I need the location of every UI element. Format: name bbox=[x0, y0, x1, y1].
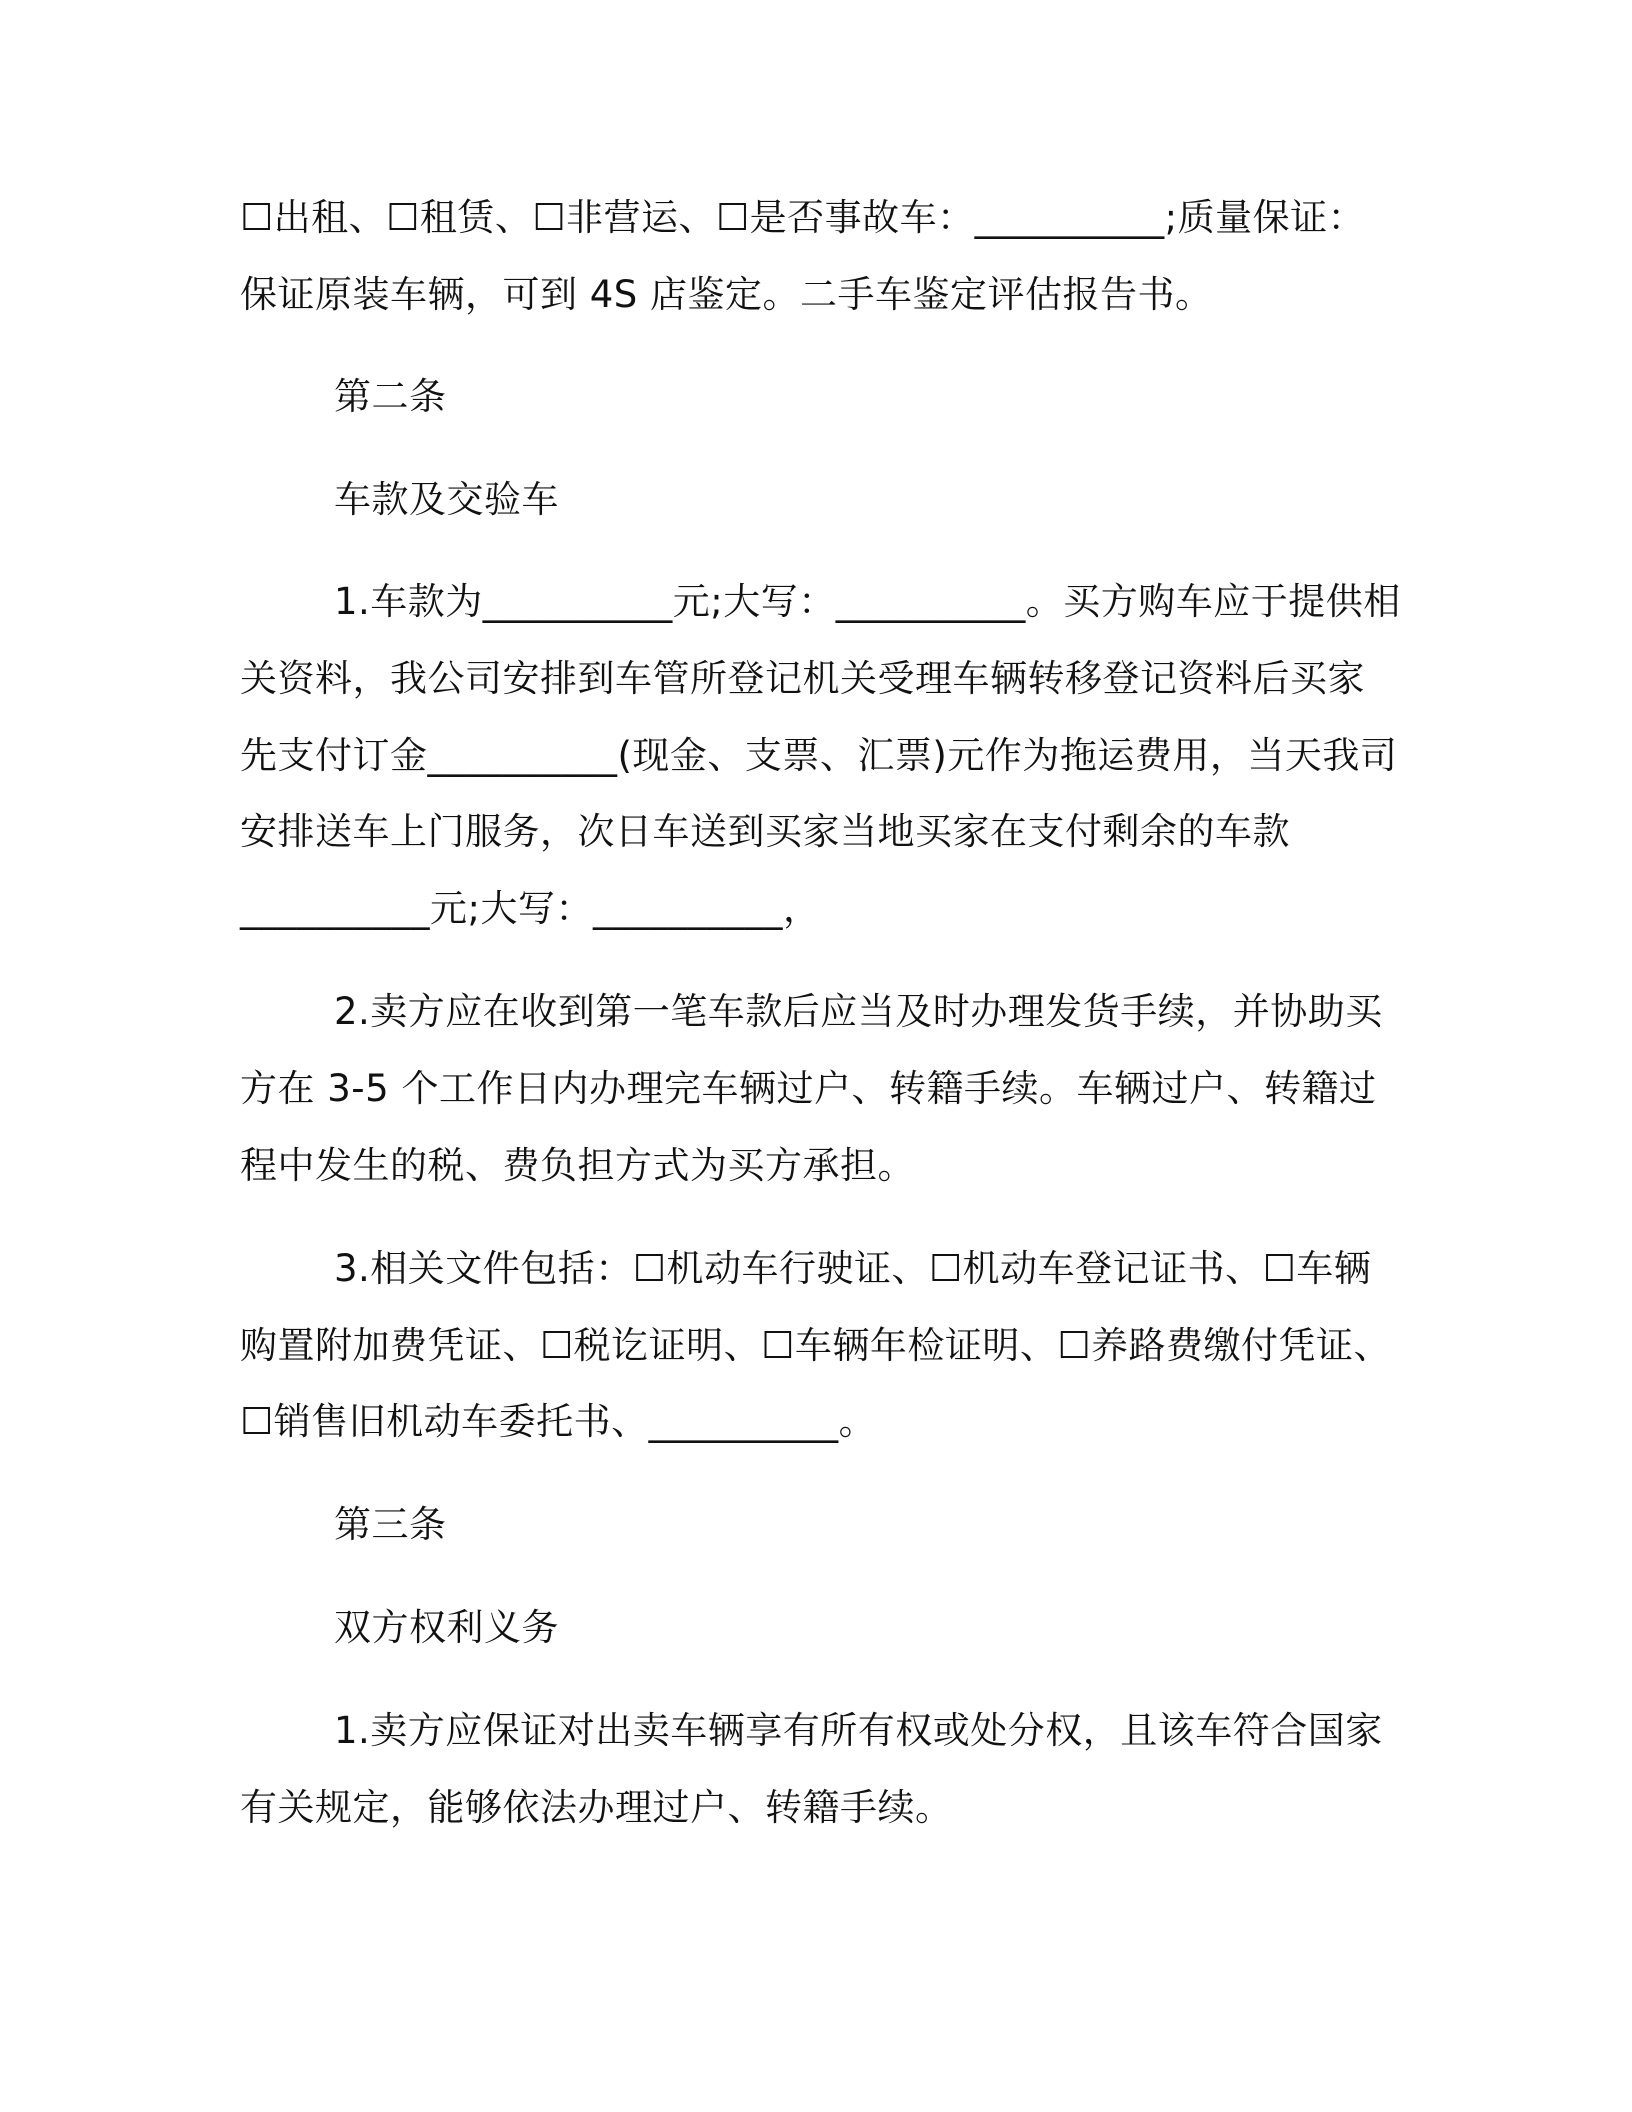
text-line: 3.相关文件包括：☐机动车行驶证、☐机动车登记证书、☐车辆 bbox=[334, 1247, 1372, 1290]
section-heading: 第三条 bbox=[334, 1503, 447, 1546]
text-line: 1.车款为__________元;大写：__________。买方购车应于提供相 bbox=[334, 580, 1401, 623]
text-line: 关资料，我公司安排到车管所登记机关受理车辆转移登记资料后买家 bbox=[240, 657, 1365, 700]
text-line: 1.卖方应保证对出卖车辆享有所有权或处分权，且该车符合国家 bbox=[334, 1709, 1383, 1752]
text-line: 购置附加费凭证、☐税讫证明、☐车辆年检证明、☐养路费缴付凭证、 bbox=[240, 1324, 1392, 1367]
text-line: 2.卖方应在收到第一笔车款后应当及时办理发货手续，并协助买 bbox=[334, 990, 1383, 1033]
text-line: 方在 3-5 个工作日内办理完车辆过户、转籍手续。车辆过户、转籍过 bbox=[240, 1067, 1377, 1110]
text-line: 程中发生的税、费负担方式为买方承担。 bbox=[240, 1144, 915, 1187]
text-line: 保证原装车辆，可到 4S 店鉴定。二手车鉴定评估报告书。 bbox=[240, 273, 1213, 316]
section-title: 双方权利义务 bbox=[334, 1606, 559, 1649]
text-line: 先支付订金__________(现金、支票、汇票)元作为拖运费用，当天我司 bbox=[240, 734, 1398, 777]
section-title: 车款及交验车 bbox=[334, 478, 559, 521]
section-heading: 第二条 bbox=[334, 375, 447, 418]
text-line: ☐销售旧机动车委托书、__________。 bbox=[240, 1400, 877, 1443]
text-line: 安排送车上门服务，次日车送到买家当地买家在支付剩余的车款 bbox=[240, 810, 1290, 853]
text-line: ☐出租、☐租赁、☐非营运、☐是否事故车：__________;质量保证： bbox=[240, 196, 1366, 239]
text-line: __________元;大写：__________， bbox=[240, 887, 821, 930]
text-line: 有关规定，能够依法办理过户、转籍手续。 bbox=[240, 1786, 953, 1829]
